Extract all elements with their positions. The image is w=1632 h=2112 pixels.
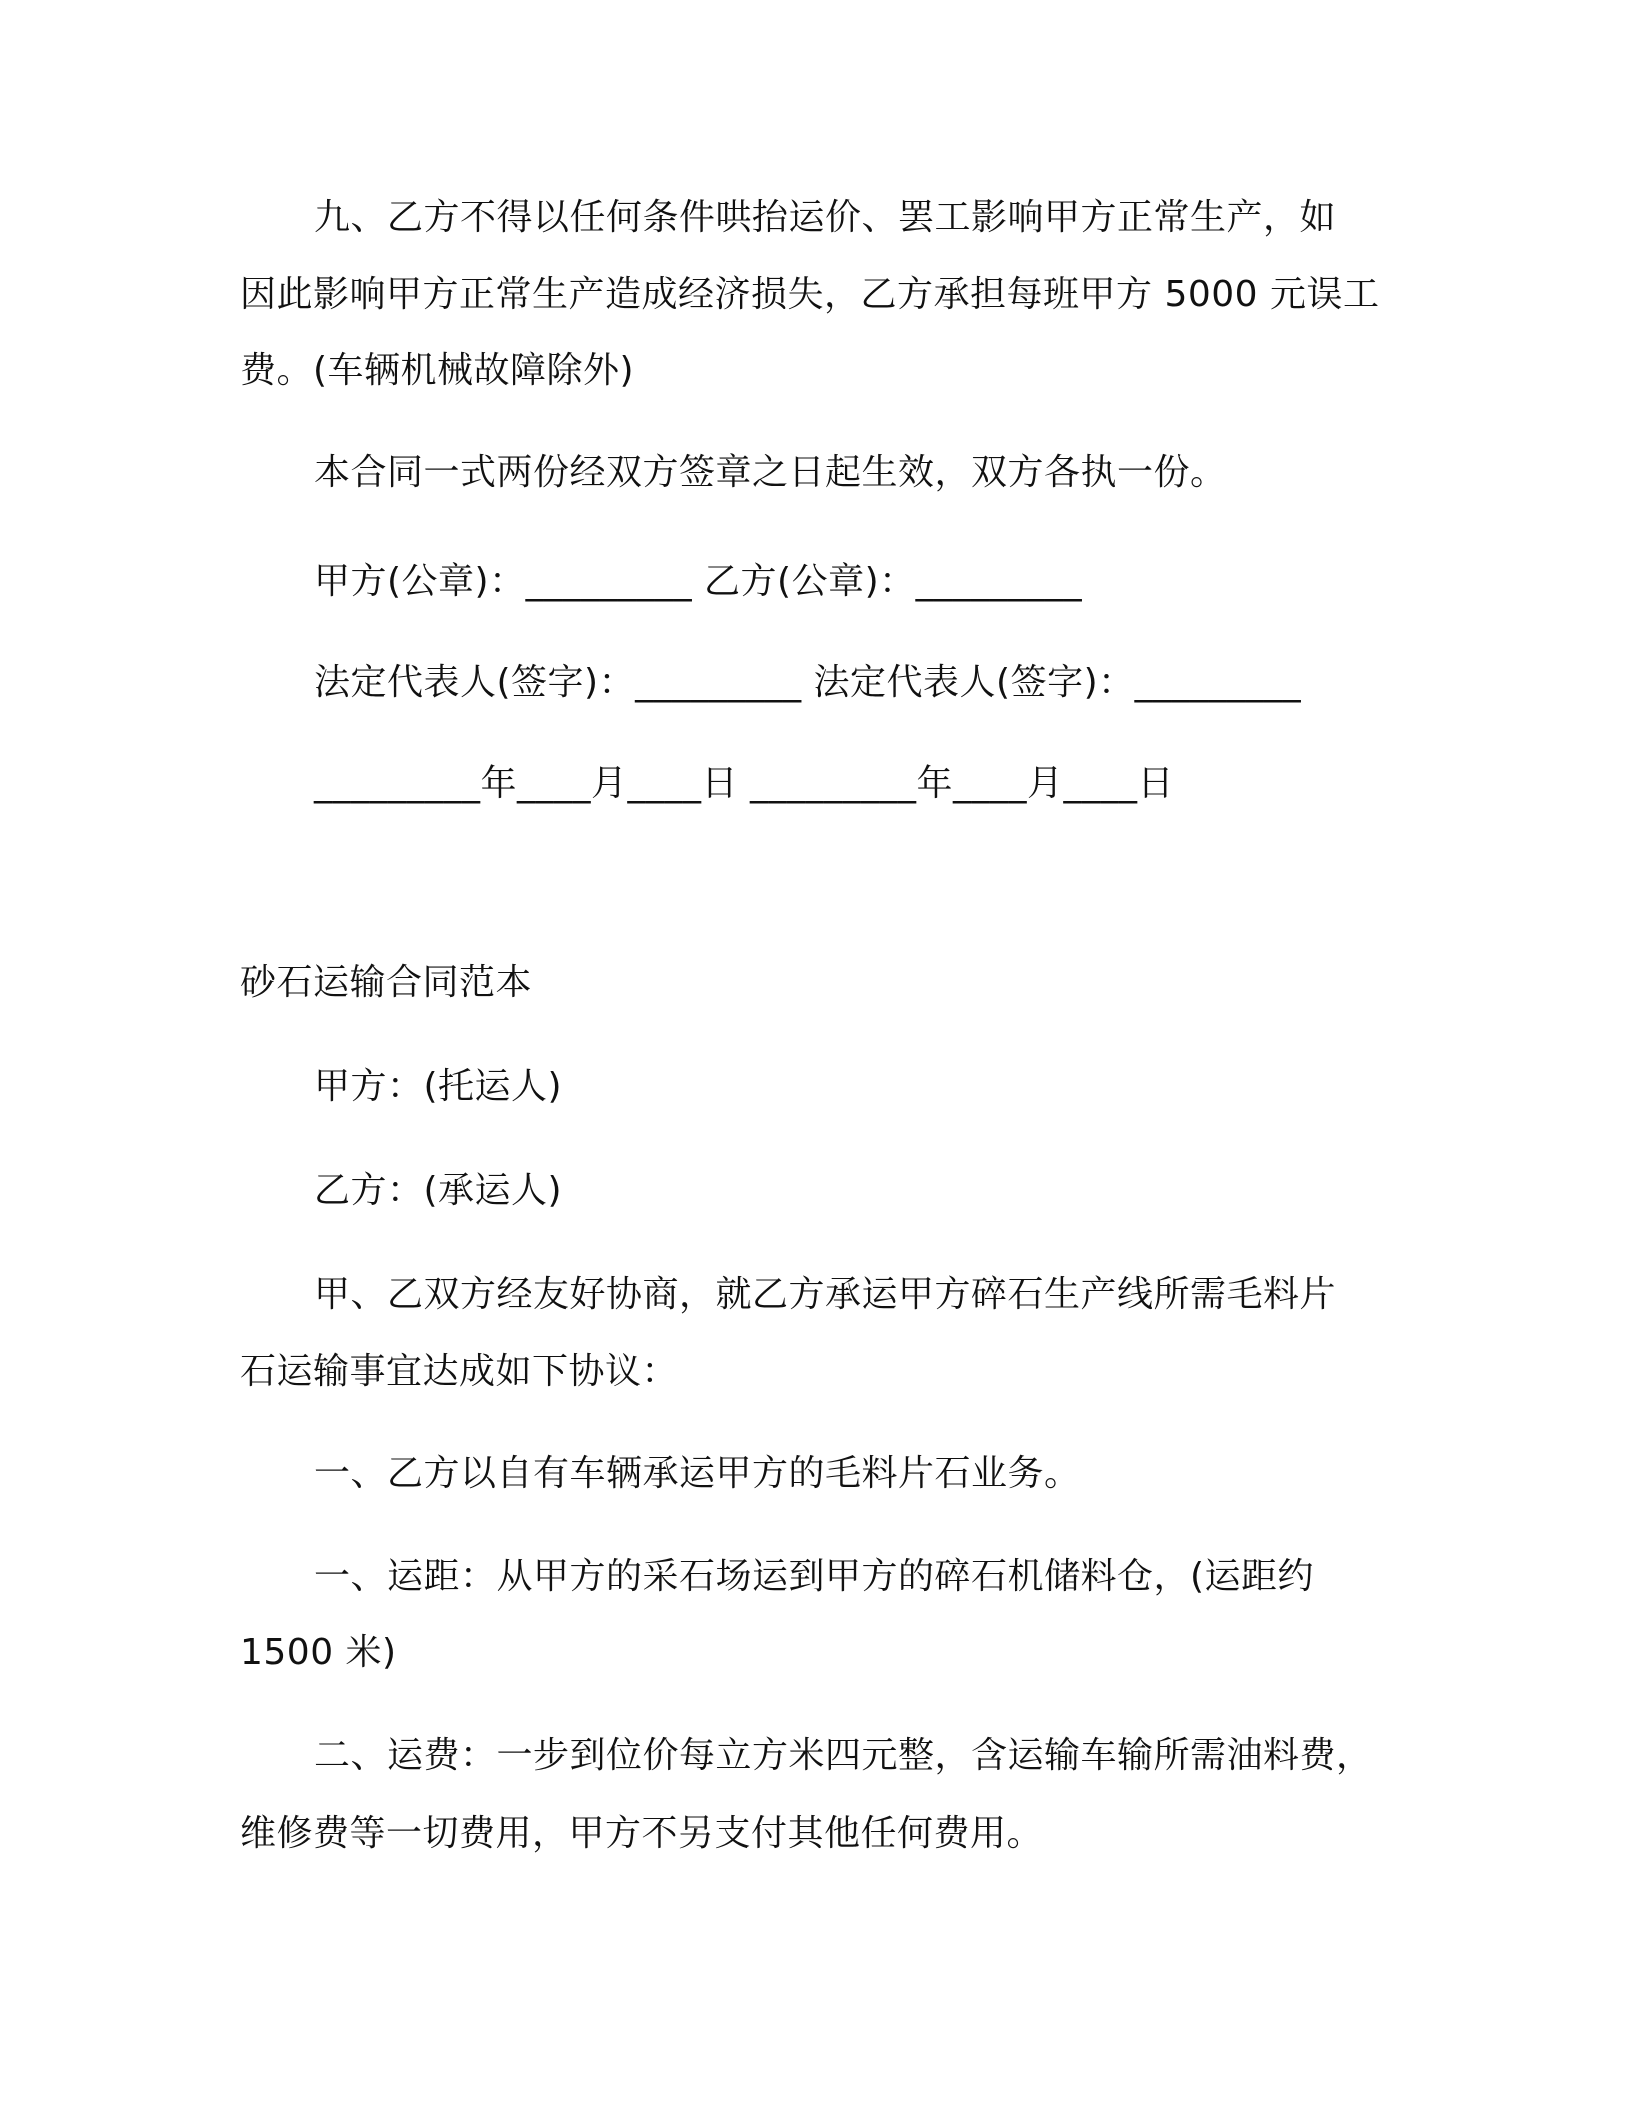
effect-clause: 本合同一式两份经双方签章之日起生效，双方各执一份。: [314, 452, 1227, 493]
distance-clause-line-2: 1500 米): [240, 1632, 397, 1673]
agreement-intro-line-1: 甲、乙双方经友好协商，就乙方承运甲方碎石生产线所需毛料片: [314, 1274, 1337, 1315]
date-line: _________年____月____日 _________年____月____日: [314, 763, 1174, 804]
fee-clause-line-1: 二、运费：一步到位价每立方米四元整，含运输车输所需油料费，: [314, 1735, 1373, 1776]
party-a: 甲方：(托运人): [314, 1066, 563, 1107]
clause-9-line-1: 九、乙方不得以任何条件哄抬运价、罢工影响甲方正常生产，如: [314, 197, 1337, 238]
clause-9-line-3: 费。(车辆机械故障除外): [240, 350, 635, 391]
document-title: 砂石运输合同范本: [240, 962, 533, 1003]
fee-clause-line-2: 维修费等一切费用，甲方不另支付其他任何费用。: [240, 1813, 1044, 1854]
seal-line: 甲方(公章)：_________ 乙方(公章)：_________: [314, 561, 1083, 602]
clause-9-line-2: 因此影响甲方正常生产造成经济损失，乙方承担每班甲方 5000 元误工: [240, 274, 1380, 315]
signature-line: 法定代表人(签字)：_________ 法定代表人(签字)：_________: [314, 662, 1302, 703]
party-b: 乙方：(承运人): [314, 1170, 563, 1211]
agreement-intro-line-2: 石运输事宜达成如下协议：: [240, 1351, 679, 1392]
clause-1: 一、乙方以自有车辆承运甲方的毛料片石业务。: [314, 1453, 1081, 1494]
distance-clause-line-1: 一、运距：从甲方的采石场运到甲方的碎石机储料仓，(运距约: [314, 1556, 1315, 1597]
